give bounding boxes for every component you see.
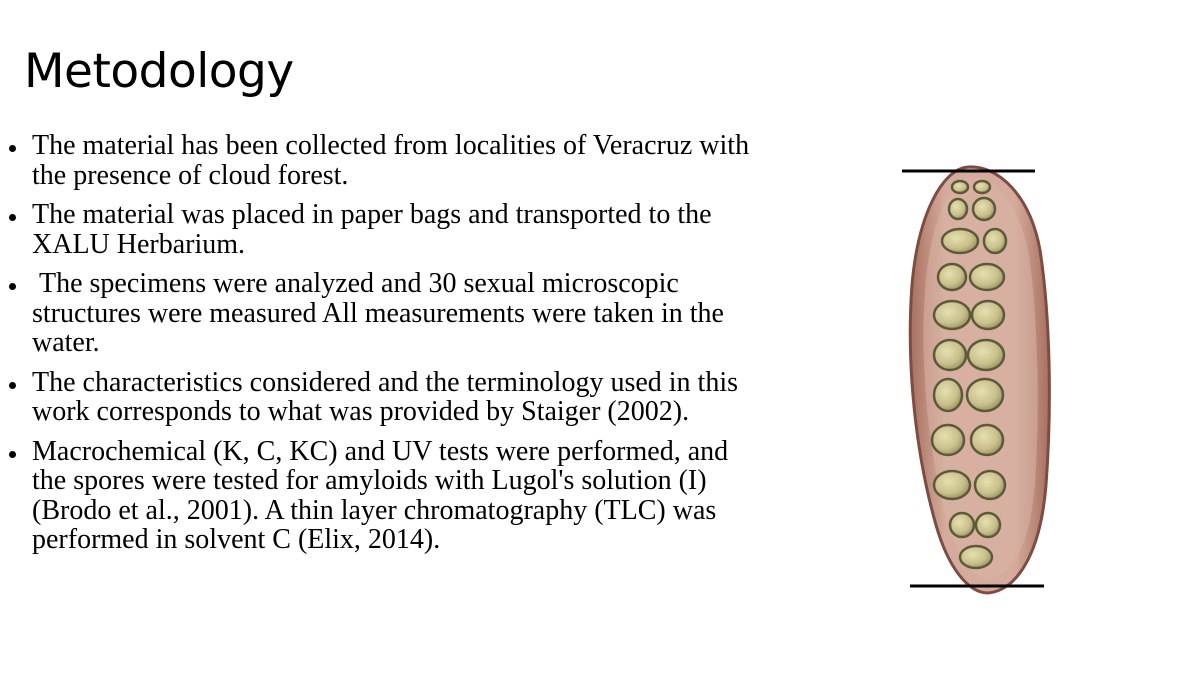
spore-cell	[970, 264, 1004, 290]
spore-cell	[971, 425, 1003, 455]
list-item	[6, 131, 751, 190]
spore-cell	[942, 229, 978, 253]
bullet-text: The specimens were analyzed and 30 sexual microscopic structures were measured All measurements were taken in the water.	[32, 268, 731, 358]
spore-cell	[934, 379, 962, 411]
list-item	[6, 200, 751, 259]
spore-cell	[968, 340, 1004, 370]
spore-cell	[984, 229, 1006, 253]
spore-cell	[975, 471, 1005, 499]
bullet-icon	[9, 145, 16, 152]
spore-cell	[932, 425, 964, 455]
page-title: Metodology	[24, 44, 294, 99]
bullet-icon	[9, 214, 16, 221]
list-item	[6, 269, 751, 358]
spore-cell	[949, 199, 967, 219]
bullet-text: The material was placed in paper bags and transported to the XALU Herbarium.	[32, 199, 712, 260]
bullet-icon	[9, 451, 16, 458]
list-item	[6, 437, 751, 555]
spore-cell	[952, 181, 968, 193]
spore-cell	[967, 379, 1003, 411]
spore-cell	[950, 513, 974, 537]
spore-cell	[973, 198, 995, 220]
bullet-text: Macrochemical (K, C, KC) and UV tests were performed, and the spores were tested for amyloids with Lugol's solution (I) (Brodo et al., 2001). A thin layer chromatography (TLC) was performed in solvent C (Elix, 2014).	[32, 435, 729, 555]
spore-cell	[960, 546, 992, 568]
spore-cell	[934, 301, 970, 329]
spore-cell	[972, 301, 1004, 329]
spore-cell	[974, 181, 990, 193]
spore-cell	[938, 264, 966, 290]
spore-cell	[934, 340, 966, 370]
ascus-illustration	[890, 155, 1060, 605]
spore-cell	[976, 513, 1000, 537]
bullet-list	[6, 131, 751, 565]
bullet-icon	[9, 382, 16, 389]
list-item	[6, 368, 751, 427]
bullet-text: The characteristics considered and the terminology used in this work corresponds to what was provided by Staiger (2002).	[32, 366, 739, 427]
bullet-icon	[9, 283, 16, 290]
bullet-text: The material has been collected from localities of Veracruz with the presence of cloud forest.	[32, 130, 750, 191]
spore-cell	[934, 471, 970, 499]
ascus-micrograph	[890, 155, 1060, 605]
